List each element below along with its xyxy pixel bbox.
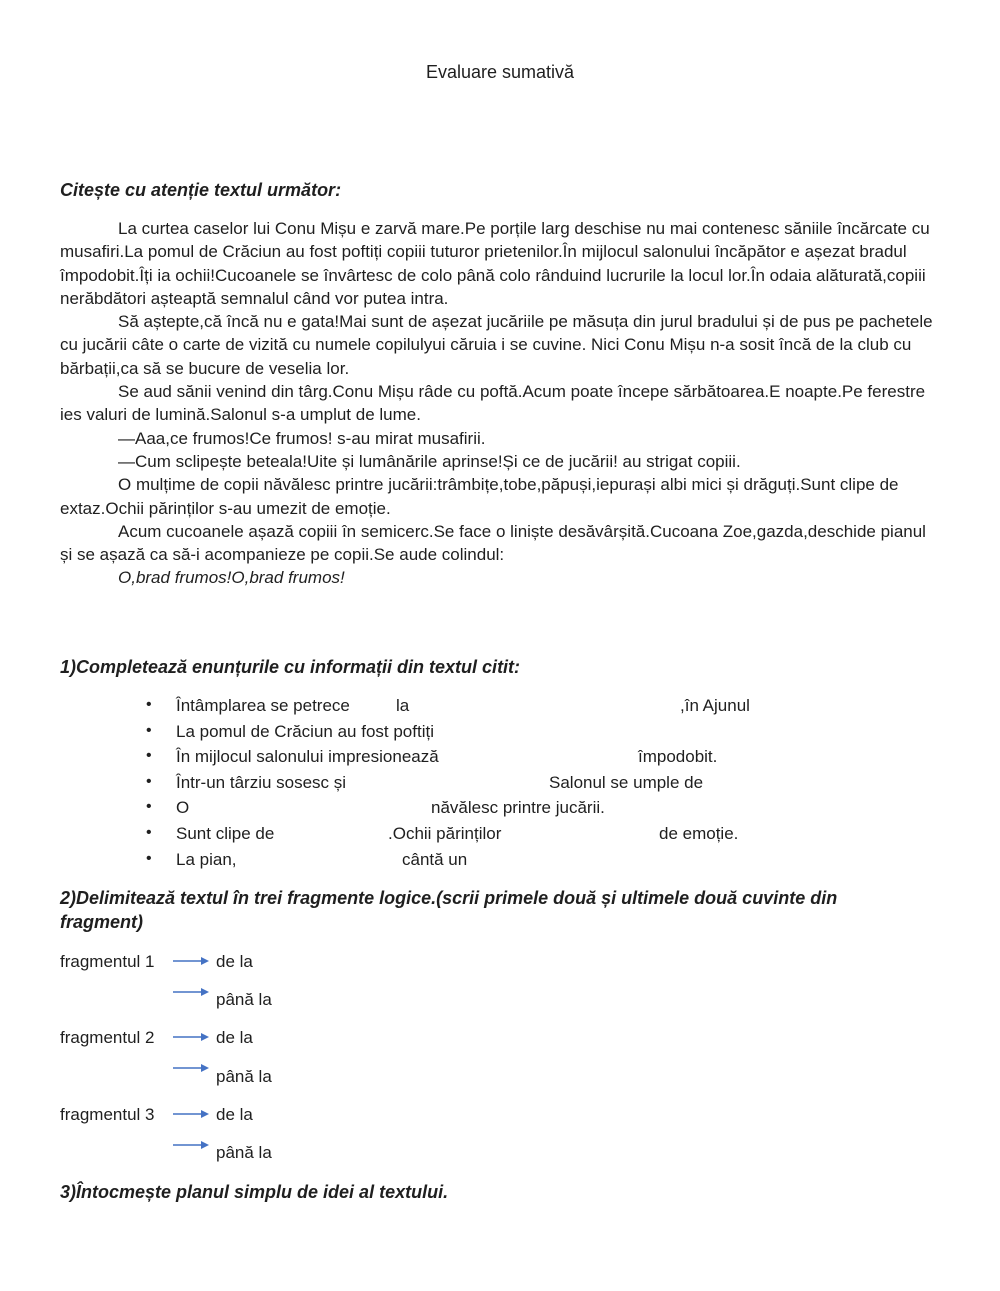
item-text: O: [176, 798, 190, 817]
page-title: Evaluare sumativă: [425, 62, 575, 82]
story-text: [60, 217, 940, 590]
item-text: împodobit.: [638, 747, 718, 766]
bullet-icon: •: [146, 798, 152, 815]
item-text: năvălesc printre jucării.: [431, 798, 605, 817]
story-paragraph: Acum cucoanele așază copiii în semicerc.Se face o liniște desăvârșită.Cucoana Zoe,gazda,deschide pianul și se așază ca să-i acompanieze pe copii.Se aude colindul:: [60, 521, 926, 565]
fragment-to: până la: [216, 1067, 272, 1086]
fragment-label: fragmentul 3: [60, 1105, 155, 1124]
fragment-to: până la: [216, 1143, 272, 1162]
fragment-label: fragmentul 2: [60, 1028, 155, 1047]
fragment-to: până la: [216, 990, 272, 1009]
bullet-icon: •: [146, 722, 152, 739]
exercise-1-heading: 1)Completează enunțurile cu informații din textul citit:: [60, 657, 521, 677]
item-text: Întâmplarea se petrece: [176, 696, 350, 715]
item-text: În mijlocul salonului impresionează: [176, 747, 439, 766]
arrow-right-icon: [172, 1061, 210, 1075]
bullet-icon: •: [146, 773, 152, 790]
item-text: Sunt clipe de: [176, 824, 275, 843]
item-text: ,în Ajunul: [680, 696, 750, 715]
bullet-icon: •: [146, 696, 152, 713]
fragment-from: de la: [216, 952, 253, 971]
arrow-right-icon: [172, 954, 210, 968]
carol-line: O,brad frumos!O,brad frumos!: [118, 568, 345, 588]
bullet-icon: •: [146, 850, 152, 867]
item-text: de emoție.: [659, 824, 739, 843]
arrow-right-icon: [172, 985, 210, 999]
exercise-2-heading-cont: fragment): [60, 912, 144, 932]
item-text: La pomul de Crăciun au fost poftiți: [176, 722, 434, 741]
item-text: Salonul se umple de: [549, 773, 704, 792]
item-text: .Ochii părinților: [388, 824, 502, 843]
fragment-label: fragmentul 1: [60, 952, 155, 971]
story-paragraph: Să aștepte,că încă nu e gata!Mai sunt de așezat jucăriile pe măsuța din jurul bradului și de pus pe pachetele cu jucării câte o carte de vizită cu numele copilulyui căruia i se cuvine. Nici Conu Mișu n-a sosit încă de la club cu bărbații,ca să se bucure de veselia lor.: [60, 312, 933, 378]
bullet-icon: •: [146, 747, 152, 764]
fragment-from: de la: [216, 1028, 253, 1047]
dialogue-line: —Cum sclipește beteala!Uite și lumânările aprinse!Și ce de jucării! au strigat copiii.: [118, 451, 741, 471]
fragment-from: de la: [216, 1105, 253, 1124]
item-text: cântă un: [402, 850, 468, 869]
dialogue-line: —Aaa,ce frumos!Ce frumos! s-au mirat musafirii.: [118, 428, 486, 448]
story-paragraph: La curtea caselor lui Conu Mișu e zarvă mare.Pe porțile larg deschise nu mai contenesc săniile încărcate cu musafiri.La pomul de Crăciun au fost poftiți copiii tuturor prietenilor.În mijlocul salonului încăpător e așezat bradul împodobit.Îți ia ochii!Cucoanele se învârtesc de colo până colo rânduind lucrurile la locul lor.În odaia alăturată,copiii nerăbdători așteaptă semnalul când vor putea intra.: [60, 219, 930, 308]
exercise-3-heading: 3)Întocmește planul simplu de idei al textului.: [60, 1182, 449, 1202]
arrow-right-icon: [172, 1107, 210, 1121]
exercise-2-heading: 2)Delimitează textul în trei fragmente logice.(scrii primele două și ultimele două cuvinte din: [60, 888, 838, 908]
item-text: La pian,: [176, 850, 237, 869]
item-text: Într-un târziu sosesc și: [176, 773, 347, 792]
reading-heading: Citește cu atenție textul următor:: [60, 180, 342, 200]
bullet-icon: •: [146, 824, 152, 841]
arrow-right-icon: [172, 1138, 210, 1152]
arrow-right-icon: [172, 1030, 210, 1044]
story-paragraph: O mulțime de copii năvălesc printre jucării:trâmbițe,tobe,păpuși,iepurași albi mici și drăguți.Sunt clipe de extaz.Ochii părinților s-au umezit de emoție.: [60, 475, 899, 518]
item-text: la: [396, 696, 410, 715]
story-paragraph: Se aud sănii venind din târg.Conu Mișu râde cu poftă.Acum poate începe sărbătoarea.E noapte.Pe ferestre ies valuri de lumină.Salonul s-a umplut de lume.: [60, 382, 926, 425]
